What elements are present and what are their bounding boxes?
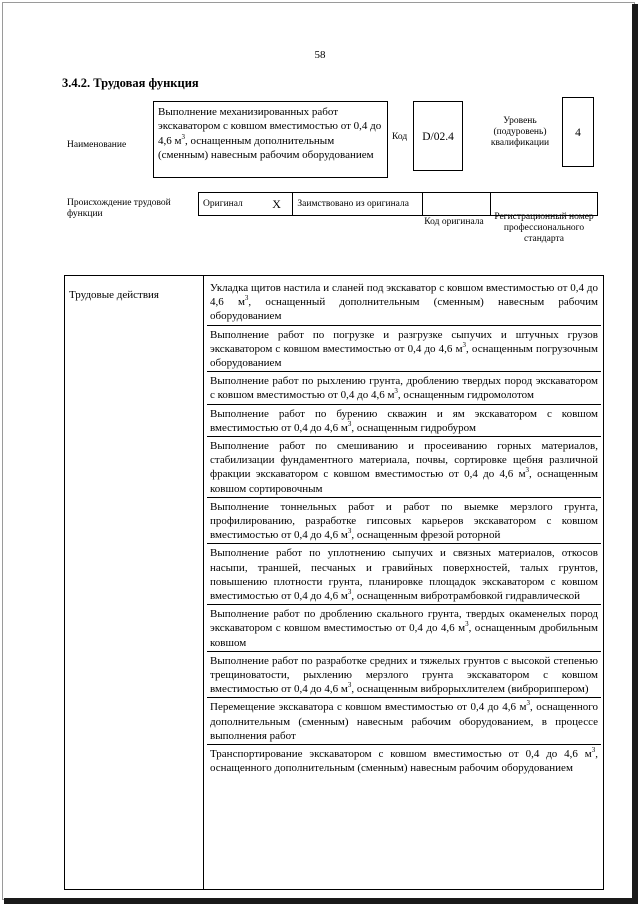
level-label: Уровень (подуровень) квалификации bbox=[490, 116, 550, 148]
level-box bbox=[562, 97, 594, 167]
labor-action-item: Укладка щитов настила и сланей под экскаватор с ковшом вместимостью от 0,4 до 4,6 $м^3$, оснащенный дополнительным (сменным) навесным рабочим оборудованием bbox=[207, 279, 601, 326]
original-mark: X bbox=[261, 193, 293, 216]
reg-number-label: Регистрационный номер профессионального стандарта bbox=[494, 212, 594, 244]
code-box bbox=[413, 101, 463, 171]
page-shadow-bottom bbox=[4, 898, 638, 904]
column-divider bbox=[203, 276, 204, 889]
labor-actions-table bbox=[64, 275, 604, 890]
page-number: 58 bbox=[314, 49, 326, 61]
function-name-box bbox=[153, 101, 388, 178]
labor-action-item: Перемещение экскаватора с ковшом вместимостью от 0,4 до 4,6 $м^3$, оснащенного дополнительным (сменным) навесным рабочим оборудованием, в процессе выполнения работ bbox=[207, 698, 601, 745]
labor-actions-list bbox=[207, 279, 601, 777]
original-code-cell bbox=[423, 193, 491, 216]
labor-action-item: Транспортирование экскаватором с ковшом вместимостью от 0,4 до 4,6 $м^3$, оснащенного дополнительным (сменным) навесным рабочим оборудованием bbox=[210, 746, 598, 775]
code-label: Код bbox=[392, 132, 408, 142]
origin-label: Происхождение трудовой функции bbox=[67, 198, 171, 219]
labor-action-item: Выполнение работ по дроблению скального грунта, твердых окаменелых пород экскаватором с ковшом вместимостью от 0,4 до 4,6 $м^3$, оснащенным дробильным ковшом bbox=[207, 605, 601, 652]
labor-action-item: Выполнение работ по разработке средних и тяжелых грунтов с высокой степенью трещиноватости, рыхлению мерзлого грунта экскаватором с ковшом вместимостью от 0,4 до 4,6 $м^3$, оснащенным виброрыхлителем (виброриппером) bbox=[207, 652, 601, 699]
borrowed-label: Заимствовано из оригинала bbox=[293, 193, 423, 216]
original-label: Оригинал bbox=[199, 193, 261, 216]
labor-action-item: Выполнение работ по погрузке и разгрузке сыпучих и штучных грузов экскаватором с ковшом вместимостью от 0,4 до 4,6 $м^3$, оснащенным погрузочным оборудованием bbox=[207, 326, 601, 373]
name-label: Наименование bbox=[67, 140, 127, 150]
page-shadow-right bbox=[632, 4, 638, 904]
labor-actions-header: Трудовые действия bbox=[69, 289, 159, 301]
labor-action-item: Выполнение тоннельных работ и работ по выемке мерзлого грунта, профилированию, разработке гипсовых карьеров экскаватором с ковшом вместимостью от 0,4 до 4,6 $м^3$, оснащенным фрезой роторной bbox=[207, 498, 601, 545]
original-code-label: Код оригинала bbox=[424, 217, 484, 227]
section-title: 3.4.2. Трудовая функция bbox=[62, 76, 199, 90]
qualification-level: 4 bbox=[575, 127, 581, 139]
function-code: D/02.4 bbox=[422, 131, 454, 143]
labor-action-item: Выполнение работ по смешиванию и просеиванию горных материалов, стабилизации фундаментного материала, почвы, сортировке щебня различной фракции экскаватором с ковшом вместимостью от 0,4 до 4,6 $м^3$, оснащенным ковшом сортировочным bbox=[207, 437, 601, 498]
labor-action-item: Выполнение работ по рыхлению грунта, дроблению твердых пород экскаватором с ковшом вместимостью от 0,4 до 4,6 $м^3$, оснащенным гидромолотом bbox=[207, 372, 601, 404]
labor-action-item: Выполнение работ по бурению скважин и ям экскаватором с ковшом вместимостью от 0,4 до 4,6 $м^3$, оснащенным гидробуром bbox=[207, 405, 601, 437]
function-name-text: Выполнение механизированных работ экскаватором с ковшом вместимостью от 0,4 до 4,6 $м^3$, оснащенным дополнительным (сменным) навесным рабочим оборудованием bbox=[158, 106, 382, 161]
labor-action-item: Выполнение работ по уплотнению сыпучих и связных материалов, откосов насыпи, траншей, песчаных и гравийных поверхностей, талых грунтов, повышению плотности грунта, планировке площадок экскаватором с ковшом вместимостью от 0,4 до 4,6 $м^3$, оснащенным вибротрамбовкой гидравлической bbox=[207, 544, 601, 605]
